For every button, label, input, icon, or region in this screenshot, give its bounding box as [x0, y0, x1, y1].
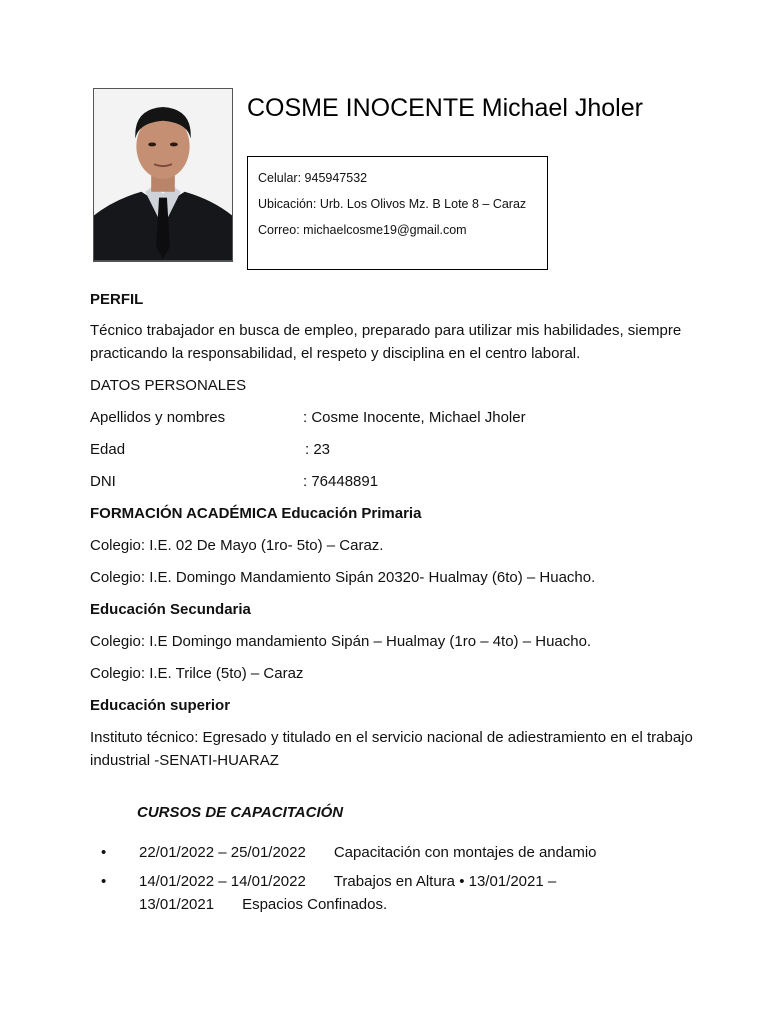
field-label-age: Edad — [90, 441, 126, 458]
courses-heading: CURSOS DE CAPACITACIÓN — [137, 804, 344, 821]
personal-data-heading: DATOS PERSONALES — [90, 377, 247, 394]
course-name: Trabajos en Altura — [333, 873, 456, 890]
field-label-dni: DNI — [90, 473, 116, 490]
candidate-name: COSME INOCENTE Michael Jholer — [247, 94, 643, 122]
course-name-extra: Espacios Confinados. — [242, 896, 388, 913]
profile-text: Técnico trabajador en busca de empleo, preparado para utilizar mis habilidades, siempre practicando la responsabilidad, el respeto y disciplina en el centro laboral. — [90, 322, 682, 362]
course-dates: 14/01/2022 – 14/01/2022 — [139, 873, 306, 890]
portrait-image — [94, 89, 232, 261]
field-label-fullname: Apellidos y nombres — [90, 409, 226, 426]
field-value-dni: : 76448891 — [303, 473, 379, 490]
profile-heading: PERFIL — [90, 291, 144, 308]
course-dates-extra-a: 13/01/2021 – — [468, 873, 557, 890]
inline-bullet: • — [459, 873, 465, 890]
course-dates: 22/01/2022 – 25/01/2022 — [139, 844, 306, 861]
primary-school-2: Colegio: I.E. Domingo Mandamiento Sipán 20320- Hualmay (6to) – Huacho. — [90, 569, 596, 586]
secondary-education-title: Educación Secundaria — [90, 601, 251, 618]
field-value-fullname: : Cosme Inocente, Michael Jholer — [303, 409, 526, 426]
secondary-school-2: Colegio: I.E. Trilce (5to) – Caraz — [90, 665, 304, 682]
field-value-age: : 23 — [305, 441, 331, 458]
contact-email: Correo: michaelcosme19@gmail.com — [258, 223, 467, 237]
education-main-title: FORMACIÓN ACADÉMICA — [90, 505, 278, 522]
course-bullet-1: • — [101, 844, 107, 861]
course-bullet-2: • — [101, 873, 107, 890]
primary-school-1: Colegio: I.E. 02 De Mayo (1ro- 5to) – Caraz. — [90, 537, 384, 554]
profile-photo — [93, 88, 233, 262]
course-item-2 — [139, 870, 659, 916]
contact-location: Ubicación: Urb. Los Olivos Mz. B Lote 8 – Caraz — [258, 197, 527, 211]
education-heading — [90, 502, 700, 525]
secondary-school-1: Colegio: I.E Domingo mandamiento Sipán – Hualmay (1ro – 4to) – Huacho. — [90, 633, 592, 650]
primary-education-title: Educación Primaria — [281, 505, 422, 522]
course-dates-extra-b: 13/01/2021 — [139, 896, 215, 913]
contact-box — [247, 156, 548, 270]
higher-education-text: Instituto técnico: Egresado y titulado en el servicio nacional de adiestramiento en el trabajo industrial -SENATI-HUARAZ — [90, 729, 693, 769]
contact-phone: Celular: 945947532 — [258, 171, 368, 185]
higher-education-title: Educación superior — [90, 697, 231, 714]
course-name: Capacitación con montajes de andamio — [333, 844, 597, 861]
course-item-1 — [139, 841, 659, 864]
